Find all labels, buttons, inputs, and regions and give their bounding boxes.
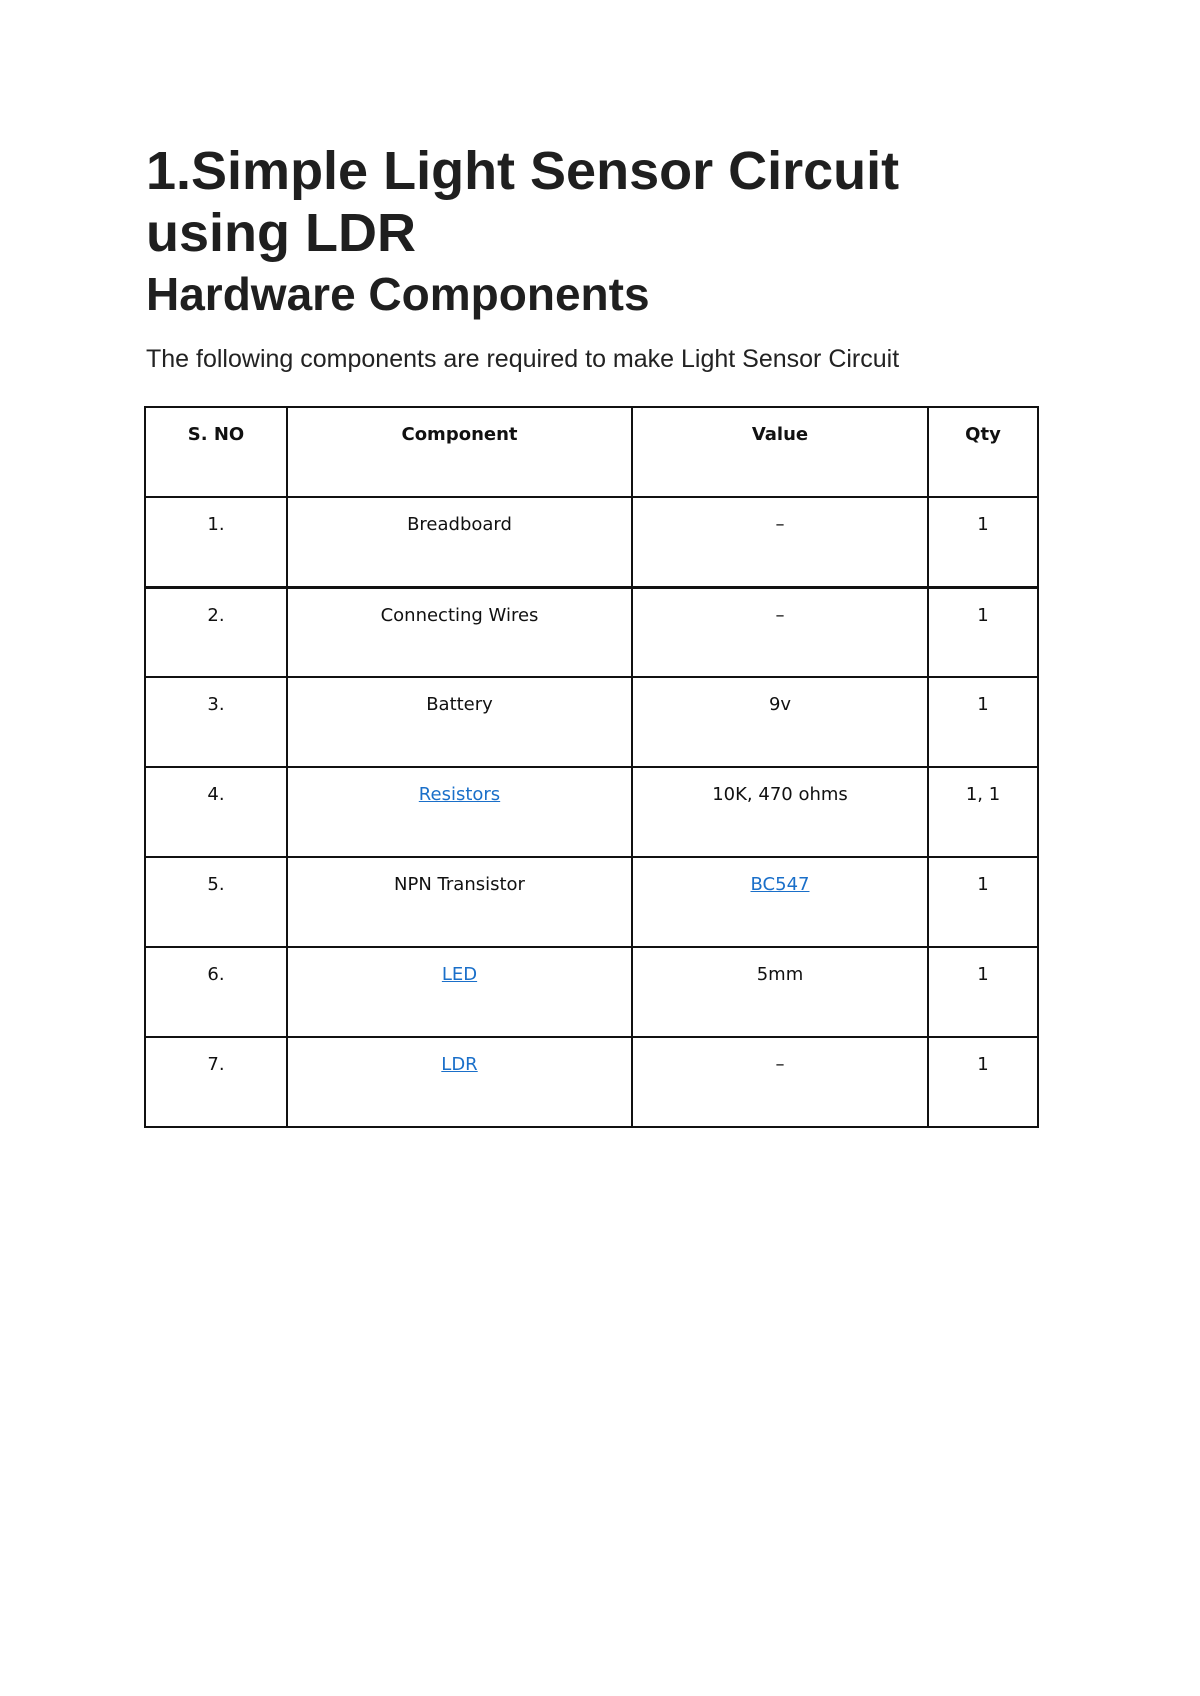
components-table: [144, 406, 1039, 1128]
cell-qty: 1: [928, 947, 1038, 1037]
cell-component: [287, 1037, 632, 1127]
cell-component: Connecting Wires: [287, 587, 632, 677]
cell-component: [287, 947, 632, 1037]
table-header-row: [145, 407, 1038, 497]
table-row: [145, 1037, 1038, 1127]
cell-value: 9v: [632, 677, 928, 767]
cell-qty: 1: [928, 857, 1038, 947]
cell-qty: 1, 1: [928, 767, 1038, 857]
cell-qty: 1: [928, 1037, 1038, 1127]
cell-sno: 2.: [145, 587, 287, 677]
cell-qty: 1: [928, 497, 1038, 587]
header-sno: S. NO: [145, 407, 287, 497]
document-page: [146, 140, 1046, 1075]
cell-value: –: [632, 497, 928, 587]
cell-component: Battery: [287, 677, 632, 767]
cell-component: NPN Transistor: [287, 857, 632, 947]
cell-value: [632, 857, 928, 947]
cell-sno: 1.: [145, 497, 287, 587]
header-component: Component: [287, 407, 632, 497]
table-row: [145, 587, 1038, 677]
section-heading: Hardware Components: [146, 268, 650, 320]
ldr-link[interactable]: LDR: [441, 1054, 478, 1075]
led-link[interactable]: LED: [441, 964, 478, 985]
cell-value: 10K, 470 ohms: [632, 767, 928, 857]
cell-sno: 5.: [145, 857, 287, 947]
cell-value: –: [632, 587, 928, 677]
intro-paragraph: The following components are required to make Light Sensor Circuit: [146, 345, 900, 373]
table-row: [145, 857, 1038, 947]
cell-component: [287, 767, 632, 857]
cell-qty: 1: [928, 677, 1038, 767]
cell-component: Breadboard: [287, 497, 632, 587]
header-value: Value: [632, 407, 928, 497]
cell-sno: 6.: [145, 947, 287, 1037]
cell-sno: 4.: [145, 767, 287, 857]
page-title: 1.Simple Light Sensor Circuit using LDR: [146, 141, 900, 263]
cell-value: 5mm: [632, 947, 928, 1037]
resistors-link[interactable]: Resistors: [418, 784, 501, 805]
header-qty: Qty: [928, 407, 1038, 497]
bc547-link[interactable]: BC547: [750, 874, 810, 895]
table-row: [145, 947, 1038, 1037]
cell-value: –: [632, 1037, 928, 1127]
cell-qty: 1: [928, 587, 1038, 677]
cell-sno: 7.: [145, 1037, 287, 1127]
table-row: [145, 767, 1038, 857]
cell-sno: 3.: [145, 677, 287, 767]
table-row: [145, 497, 1038, 587]
table-row: [145, 677, 1038, 767]
